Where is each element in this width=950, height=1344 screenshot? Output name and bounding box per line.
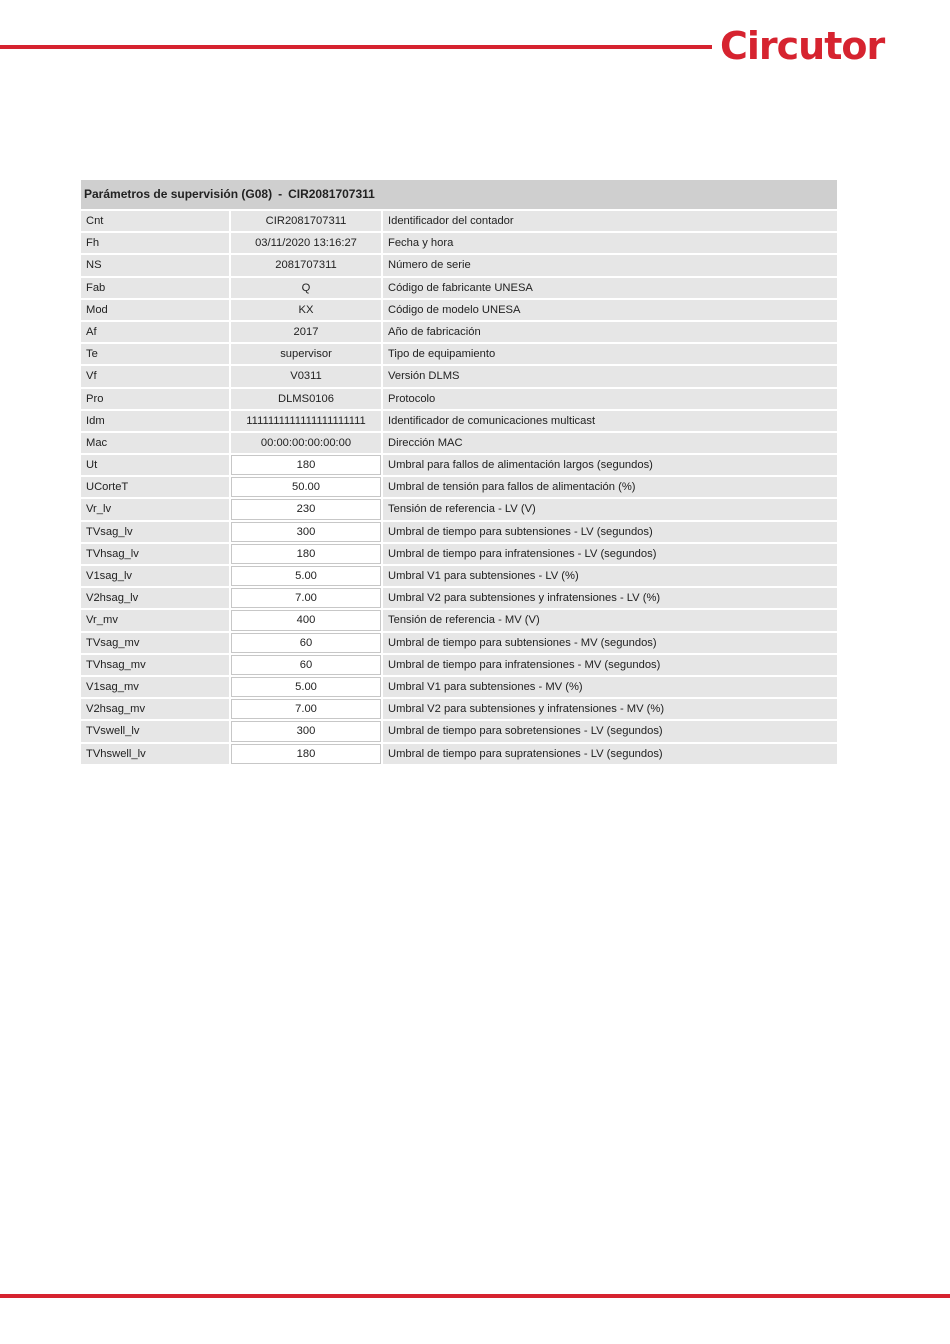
parameter-row bbox=[81, 721, 837, 741]
parameter-description: Tipo de equipamiento bbox=[383, 344, 837, 364]
parameter-value-input[interactable]: 180 bbox=[231, 744, 381, 764]
parameter-row bbox=[81, 255, 837, 275]
parameter-value-input[interactable]: 300 bbox=[231, 522, 381, 542]
parameter-code: V2hsag_mv bbox=[81, 699, 229, 719]
parameter-code: TVhsag_mv bbox=[81, 655, 229, 675]
parameter-code: TVsag_mv bbox=[81, 633, 229, 653]
parameter-row bbox=[81, 322, 837, 342]
parameter-code: V1sag_lv bbox=[81, 566, 229, 586]
footer-divider-line bbox=[0, 1294, 950, 1298]
parameter-code: TVhswell_lv bbox=[81, 744, 229, 764]
table-title-label: Parámetros de supervisión (G08) bbox=[84, 187, 273, 201]
parameter-row bbox=[81, 233, 837, 253]
circutor-logo: Circutor bbox=[720, 24, 885, 68]
parameter-code: Idm bbox=[81, 411, 229, 431]
parameter-row bbox=[81, 566, 837, 586]
parameter-description: Umbral V1 para subtensiones - MV (%) bbox=[383, 677, 837, 697]
parameter-rows bbox=[81, 211, 837, 764]
parameter-description: Umbral de tiempo para subtensiones - MV (segundos) bbox=[383, 633, 837, 653]
parameter-description: Código de fabricante UNESA bbox=[383, 278, 837, 298]
parameter-code: Ut bbox=[81, 455, 229, 475]
parameter-value: DLMS0106 bbox=[231, 389, 381, 409]
parameter-value-input[interactable]: 7.00 bbox=[231, 588, 381, 608]
parameter-row bbox=[81, 610, 837, 630]
parameter-row bbox=[81, 411, 837, 431]
parameter-code: TVhsag_lv bbox=[81, 544, 229, 564]
parameter-description: Umbral de tiempo para subtensiones - LV (segundos) bbox=[383, 522, 837, 542]
header-divider-line bbox=[0, 45, 712, 49]
parameter-value: 1111111111111111111111 bbox=[231, 411, 381, 431]
supervision-parameters-table bbox=[81, 180, 837, 766]
parameter-description: Identificador del contador bbox=[383, 211, 837, 231]
parameter-description: Protocolo bbox=[383, 389, 837, 409]
parameter-value: 2017 bbox=[231, 322, 381, 342]
parameter-code: TVsag_lv bbox=[81, 522, 229, 542]
parameter-code: Vr_lv bbox=[81, 499, 229, 519]
parameter-description: Tensión de referencia - MV (V) bbox=[383, 610, 837, 630]
parameter-description: Umbral para fallos de alimentación largos (segundos) bbox=[383, 455, 837, 475]
parameter-description: Código de modelo UNESA bbox=[383, 300, 837, 320]
parameter-row bbox=[81, 433, 837, 453]
parameter-value: CIR2081707311 bbox=[231, 211, 381, 231]
parameter-value: supervisor bbox=[231, 344, 381, 364]
parameter-value: 03/11/2020 13:16:27 bbox=[231, 233, 381, 253]
parameter-value-input[interactable]: 5.00 bbox=[231, 677, 381, 697]
parameter-code: TVswell_lv bbox=[81, 721, 229, 741]
parameter-row bbox=[81, 699, 837, 719]
parameter-row bbox=[81, 389, 837, 409]
parameter-description: Dirección MAC bbox=[383, 433, 837, 453]
table-title-separator: - bbox=[278, 187, 283, 201]
parameter-value-input[interactable]: 180 bbox=[231, 455, 381, 475]
parameter-value-input[interactable]: 400 bbox=[231, 610, 381, 630]
parameter-value: 2081707311 bbox=[231, 255, 381, 275]
parameter-code: Fab bbox=[81, 278, 229, 298]
parameter-row bbox=[81, 477, 837, 497]
parameter-value-input[interactable]: 5.00 bbox=[231, 566, 381, 586]
parameter-description: Umbral de tiempo para infratensiones - MV (segundos) bbox=[383, 655, 837, 675]
parameter-row bbox=[81, 300, 837, 320]
parameter-value-input[interactable]: 180 bbox=[231, 544, 381, 564]
parameter-row bbox=[81, 544, 837, 564]
parameter-code: Cnt bbox=[81, 211, 229, 231]
parameter-row bbox=[81, 588, 837, 608]
parameter-row bbox=[81, 744, 837, 764]
parameter-value: 00:00:00:00:00:00 bbox=[231, 433, 381, 453]
parameter-description: Fecha y hora bbox=[383, 233, 837, 253]
table-title bbox=[81, 180, 837, 209]
parameter-row bbox=[81, 455, 837, 475]
parameter-description: Año de fabricación bbox=[383, 322, 837, 342]
parameter-code: Te bbox=[81, 344, 229, 364]
parameter-code: V2hsag_lv bbox=[81, 588, 229, 608]
parameter-description: Identificador de comunicaciones multicast bbox=[383, 411, 837, 431]
parameter-value: KX bbox=[231, 300, 381, 320]
parameter-value-input[interactable]: 300 bbox=[231, 721, 381, 741]
parameter-code: Af bbox=[81, 322, 229, 342]
parameter-description: Umbral V2 para subtensiones y infratensiones - LV (%) bbox=[383, 588, 837, 608]
parameter-description: Tensión de referencia - LV (V) bbox=[383, 499, 837, 519]
parameter-row bbox=[81, 211, 837, 231]
parameter-row bbox=[81, 522, 837, 542]
parameter-description: Umbral V2 para subtensiones y infratensiones - MV (%) bbox=[383, 699, 837, 719]
parameter-code: Pro bbox=[81, 389, 229, 409]
parameter-value-input[interactable]: 60 bbox=[231, 655, 381, 675]
parameter-value-input[interactable]: 50.00 bbox=[231, 477, 381, 497]
parameter-code: Vr_mv bbox=[81, 610, 229, 630]
parameter-row bbox=[81, 278, 837, 298]
parameter-value-input[interactable]: 230 bbox=[231, 499, 381, 519]
parameter-value: V0311 bbox=[231, 366, 381, 386]
parameter-code: NS bbox=[81, 255, 229, 275]
parameter-row bbox=[81, 655, 837, 675]
table-title-meter-id: CIR2081707311 bbox=[288, 187, 375, 201]
parameter-code: Mac bbox=[81, 433, 229, 453]
parameter-row bbox=[81, 344, 837, 364]
parameter-row bbox=[81, 633, 837, 653]
parameter-description: Umbral de tiempo para infratensiones - LV (segundos) bbox=[383, 544, 837, 564]
parameter-code: UCorteT bbox=[81, 477, 229, 497]
parameter-code: Fh bbox=[81, 233, 229, 253]
parameter-description: Número de serie bbox=[383, 255, 837, 275]
parameter-description: Umbral de tiempo para sobretensiones - LV (segundos) bbox=[383, 721, 837, 741]
parameter-code: Vf bbox=[81, 366, 229, 386]
parameter-row bbox=[81, 677, 837, 697]
parameter-description: Umbral de tensión para fallos de alimentación (%) bbox=[383, 477, 837, 497]
parameter-value: Q bbox=[231, 278, 381, 298]
parameter-description: Umbral V1 para subtensiones - LV (%) bbox=[383, 566, 837, 586]
parameter-code: V1sag_mv bbox=[81, 677, 229, 697]
parameter-value-input[interactable]: 7.00 bbox=[231, 699, 381, 719]
parameter-row bbox=[81, 499, 837, 519]
parameter-description: Umbral de tiempo para supratensiones - LV (segundos) bbox=[383, 744, 837, 764]
parameter-value-input[interactable]: 60 bbox=[231, 633, 381, 653]
parameter-row bbox=[81, 366, 837, 386]
parameter-code: Mod bbox=[81, 300, 229, 320]
parameter-description: Versión DLMS bbox=[383, 366, 837, 386]
